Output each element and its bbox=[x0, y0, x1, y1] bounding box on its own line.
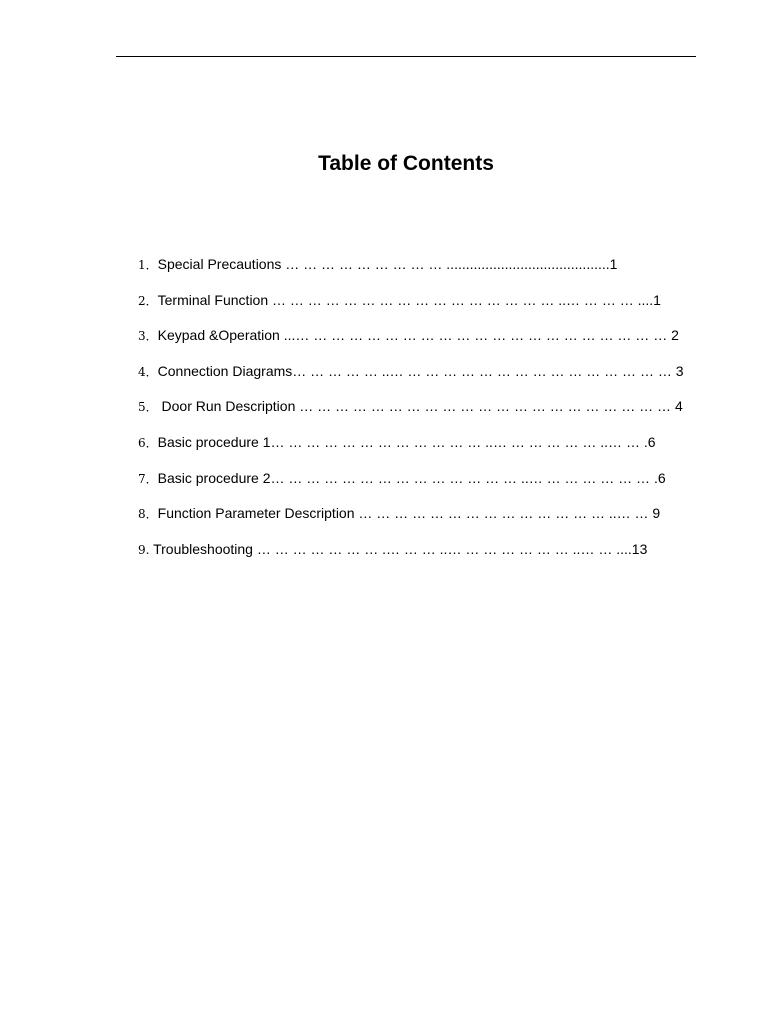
toc-entry[interactable] bbox=[138, 540, 658, 576]
toc-entry-leader: ...… … … … … … … … … … … … … … … … … … … … … bbox=[279, 327, 672, 344]
toc-entry-label: Keypad &Operation bbox=[157, 327, 280, 344]
toc-entry-leader: … … … … … … … … … .......................................... bbox=[281, 256, 610, 272]
toc-entry[interactable] bbox=[138, 397, 683, 433]
toc-entry[interactable] bbox=[138, 469, 666, 505]
toc-entry-number: 8． bbox=[138, 507, 158, 522]
toc-list bbox=[138, 255, 684, 575]
toc-entry-page: 1 bbox=[653, 291, 661, 308]
toc-entry-page: 6 bbox=[657, 469, 666, 486]
toc-entry-label: Connection Diagrams bbox=[157, 362, 293, 379]
toc-entry-page: 6 bbox=[647, 433, 656, 450]
toc-entry-page: 9 bbox=[652, 505, 661, 522]
toc-entry[interactable] bbox=[138, 291, 661, 327]
toc-entry-label: Troubleshooting bbox=[149, 540, 253, 557]
toc-entry-page: 4 bbox=[674, 398, 683, 415]
toc-entry-leader: … … … … … ..… … … … … … … … … … … … … … … … bbox=[292, 362, 676, 379]
toc-entry-label: Basic procedure 2 bbox=[157, 469, 271, 486]
toc-entry-page: 3 bbox=[675, 362, 684, 379]
toc-entry-label: Basic procedure 1 bbox=[157, 433, 271, 450]
toc-entry-number: 7． bbox=[138, 471, 158, 486]
toc-entry[interactable] bbox=[138, 433, 658, 469]
toc-entry-number: 3． bbox=[138, 329, 158, 344]
toc-entry-number: 1． bbox=[138, 258, 158, 272]
toc-entry-number: 4． bbox=[138, 364, 158, 379]
toc-entry[interactable] bbox=[138, 362, 684, 398]
toc-entry[interactable] bbox=[138, 255, 658, 291]
toc-entry-number: 2． bbox=[138, 293, 158, 308]
toc-entry-leader: … … … … … … … … … … … … … … … … ..… … … … .... bbox=[268, 291, 654, 308]
toc-entry-label: Function Parameter Description bbox=[157, 505, 355, 522]
toc-entry-page: 2 bbox=[671, 327, 679, 344]
toc-entry-page: 1 bbox=[609, 256, 618, 272]
toc-entry-leader: … … … … … … … .… … … ..… … … … … … … ..… … .... bbox=[252, 540, 632, 557]
toc-entry-label: Terminal Function bbox=[157, 291, 269, 308]
toc-entry-leader: … … … … … … … … … … … … … … … … … … … … … bbox=[295, 398, 675, 415]
toc-entry-label: Door Run Description bbox=[157, 398, 296, 415]
page-title: Table of Contents bbox=[318, 152, 494, 175]
toc-entry-label: Special Precautions bbox=[157, 256, 282, 272]
toc-entry[interactable] bbox=[138, 326, 679, 362]
toc-entry-leader: … … … … … … … … … … … … ..… … … … … … ..… … . bbox=[270, 433, 648, 450]
toc-entry[interactable] bbox=[138, 504, 661, 540]
toc-entry-leader: … … … … … … … … … … … … … … ..… … bbox=[354, 505, 653, 522]
toc-entry-number: 6． bbox=[138, 435, 158, 450]
toc-entry-number: 5． bbox=[138, 400, 158, 415]
header-rule bbox=[116, 56, 696, 57]
toc-entry-number: 9. bbox=[138, 542, 150, 557]
toc-entry-page: 13 bbox=[631, 540, 648, 557]
toc-entry-leader: … … … … … … … … … … … … … … ..… … … … … … … . bbox=[270, 469, 658, 486]
